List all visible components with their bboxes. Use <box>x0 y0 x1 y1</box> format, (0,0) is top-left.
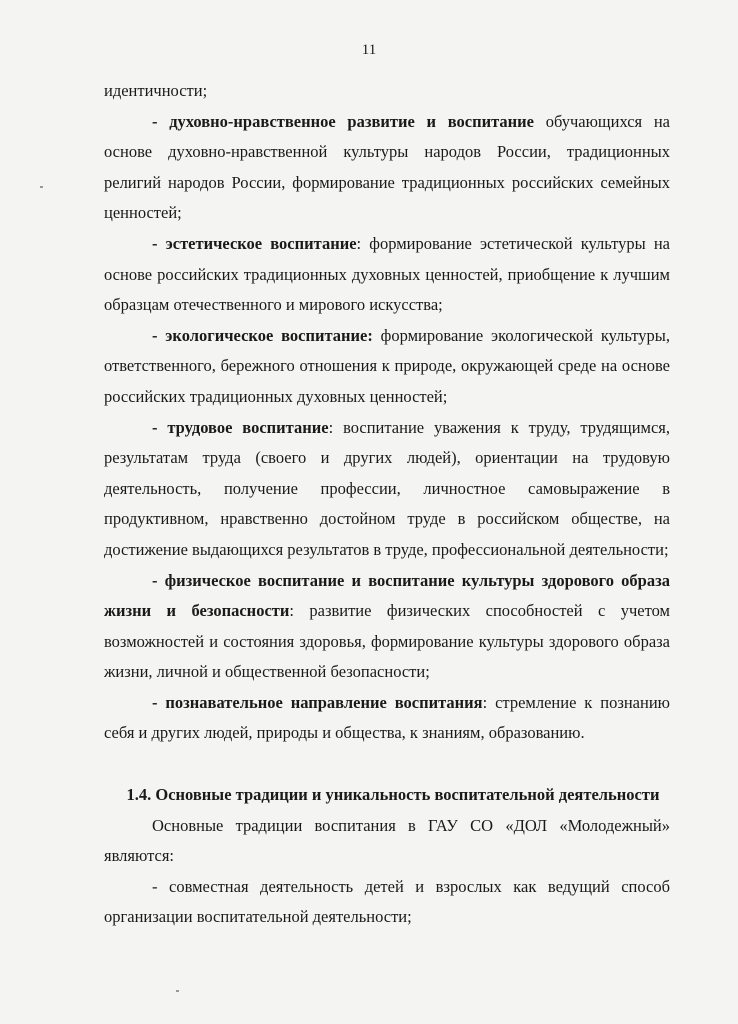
paragraph-continuation: идентичности; <box>104 81 208 100</box>
term-cognitive: - познавательное направление воспитания <box>152 692 483 712</box>
paragraph-cognitive <box>104 688 670 749</box>
page-number: 11 <box>361 42 377 58</box>
text-physical: : развитие физических способностей с учетом возможностей и состояния здоровья, формирование культуры здорового образа жизни, личной и общественной безопасности; <box>104 601 670 682</box>
term-physical: - физическое воспитание и воспитание культуры здорового образа жизни и безопасности <box>104 570 670 621</box>
paragraph-ecological <box>104 321 670 413</box>
term-labor: - трудовое воспитание <box>152 417 329 437</box>
text-cognitive: : стремление к познанию себя и других людей, природы и общества, к знаниям, образованию. <box>104 692 670 743</box>
paragraph-aesthetic <box>104 229 670 321</box>
paragraph-labor <box>104 413 670 566</box>
paragraph-traditions-intro: Основные традиции воспитания в ГАУ СО «ДОЛ «Молодежный» являются: <box>104 815 670 866</box>
text-labor: : воспитание уважения к труду, трудящимся, результатам труда (своего и других людей), ориентации на трудовую деятельность, получение профессии, личностное самовыражение в продуктивном, нравственно достойном труде в российском обществе, на достижение выдающихся результатов в труде, профессиональной деятельности; <box>104 417 670 559</box>
scan-speck <box>40 186 43 188</box>
term-spiritual-moral: - духовно-нравственное развитие и воспитание <box>152 111 534 131</box>
section-heading: 1.4. Основные традиции и уникальность воспитательной деятельности <box>126 785 660 805</box>
paragraph-joint-activity: - совместная деятельность детей и взрослых как ведущий способ организации воспитательной деятельности; <box>104 876 670 927</box>
term-ecological: - экологическое воспитание: <box>152 325 373 345</box>
paragraph-physical <box>104 566 670 688</box>
document-body <box>104 76 670 933</box>
paragraph-spiritual-moral <box>104 107 670 229</box>
text-aesthetic: : формирование эстетической культуры на основе российских традиционных духовных ценностей, приобщение к лучшим образцам отечественного и мирового искусства; <box>104 233 670 315</box>
scan-speck <box>176 990 179 992</box>
text-ecological: формирование экологической культуры, ответственного, бережного отношения к природе, окружающей среде на основе российских традиционных духовных ценностей; <box>104 325 670 406</box>
text-spiritual-moral: обучающихся на основе духовно-нравственной культуры народов России, традиционных религий народов России, формирование традиционных российских семейных ценностей; <box>104 111 670 223</box>
term-aesthetic: - эстетическое воспитание <box>152 233 357 253</box>
